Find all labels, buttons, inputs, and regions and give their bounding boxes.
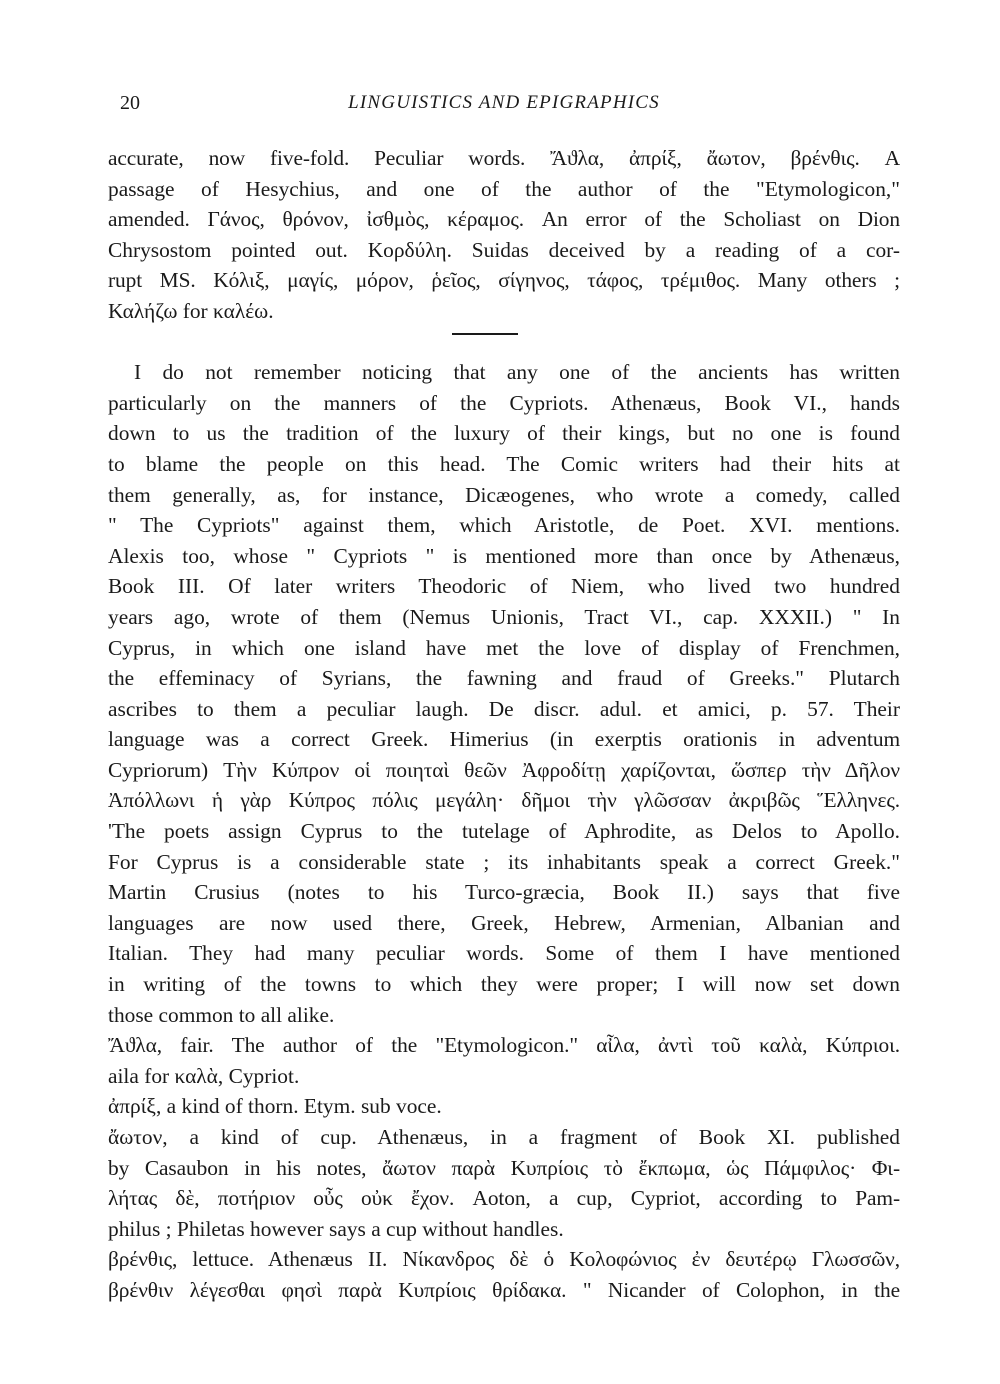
glossary-line: ἄωτον, a kind of cup. Athenæus, in a fragment of Book XI. published xyxy=(108,1125,900,1149)
text-line: Καλήζω for καλέω. xyxy=(108,298,274,323)
text-line: Italian. They had many peculiar words. Some of them I have mentioned xyxy=(108,941,900,966)
running-head: LINGUISTICS AND EPIGRAPHICS xyxy=(348,92,660,113)
text-line: passage of Hesychius, and one of the author of the "Etymologicon," xyxy=(108,176,900,201)
text-line: years ago, wrote of them (Nemus Unionis, Tract VI., cap. XXXII.) " In xyxy=(108,604,900,629)
body-text xyxy=(108,143,900,1306)
glossary-line: by Casaubon in his notes, ἄωτον παρὰ Κυπρίοις τὸ ἔκπωμα, ὡς Πάμφιλος· Φι- xyxy=(108,1155,900,1180)
text-line: to blame the people on this head. The Comic writers had their hits at xyxy=(108,451,900,476)
text-line: Book III. Of later writers Theodoric of Niem, who lived two hundred xyxy=(108,574,900,599)
glossary-line: λήτας δὲ, ποτήριον οὖς οὐκ ἔχον. Aoton, a cup, Cypriot, according to Pam- xyxy=(108,1186,900,1211)
text-line: Alexis too, whose " Cypriots " is mentioned more than once by Athenæus, xyxy=(108,543,900,568)
glossary-line: aila for καλὰ, Cypriot. xyxy=(108,1063,300,1088)
glossary-line: philus ; Philetas however says a cup without handles. xyxy=(108,1216,564,1241)
glossary-line: βρένθις, lettuce. Athenæus II. Νίκανδρος δὲ ὁ Κολοφώνιος ἐν δευτέρῳ Γλωσσῶν, xyxy=(108,1247,900,1272)
text-line: Ἀπόλλωνι ἡ γὰρ Κύπρος πόλις μεγάλη· δῆμοι τὴν γλῶσσαν ἀκριβῶς Ἕλληνες. xyxy=(108,788,900,813)
text-line: rupt MS. Κόλιξ, μαγίς, μόρον, ῥεῖος, σίγηνος, τάφος, τρέμιθος. Many others ; xyxy=(108,268,900,293)
text-line: down to us the tradition of the luxury of their kings, but no one is found xyxy=(108,421,900,446)
text-line: accurate, now five-fold. Peculiar words. Ἄϑλα, ἀπρίξ, ἄωτον, βρένθις. A xyxy=(108,146,900,170)
text-line: Cypriorum) Τὴν Κύπρον οἱ ποιηταὶ θεῶν Ἀφροδίτῃ χαρίζονται, ὥσπερ τὴν Δῆλον xyxy=(108,757,900,782)
section-divider xyxy=(108,327,900,358)
text-line: those common to all alike. xyxy=(108,1002,335,1027)
text-line: particularly on the manners of the Cypriots. Athenæus, Book VI., hands xyxy=(108,390,900,415)
text-line: ascribes to them a peculiar laugh. De discr. adul. et amici, p. 57. Their xyxy=(108,696,900,721)
glossary-line: ἀπρίξ, a kind of thorn. Etym. sub voce. xyxy=(108,1094,442,1119)
text-line: amended. Γάνος, θρόνον, ἰσθμὸς, κέραμος. An error of the Scholiast on Dion xyxy=(108,207,900,232)
text-line: them generally, as, for instance, Dicæogenes, who wrote a comedy, called xyxy=(108,482,900,507)
page-number: 20 xyxy=(120,92,140,114)
divider-rule xyxy=(452,333,518,335)
text-line: language was a correct Greek. Himerius (in exerptis orationis in adventum xyxy=(108,727,900,752)
text-line: Martin Crusius (notes to his Turco-græcia, Book II.) says that five xyxy=(108,880,900,905)
glossary-line: βρένθιν λέγεσθαι φησὶ παρὰ Κυπρίοις θρίδακα. " Nicander of Colophon, in the xyxy=(108,1277,900,1302)
text-line: " The Cypriots" against them, which Aristotle, de Poet. XVI. mentions. xyxy=(108,513,900,538)
text-line: in writing of the towns to which they were proper; I will now set down xyxy=(108,972,900,997)
text-line: languages are now used there, Greek, Hebrew, Armenian, Albanian and xyxy=(108,910,900,935)
glossary-line: Ἄϑλα, fair. The author of the "Etymologicon." αἶλα, ἀντὶ τοῦ καλὰ, Κύπριοι. xyxy=(108,1033,900,1058)
text-line: the effeminacy of Syrians, the fawning and fraud of Greeks." Plutarch xyxy=(108,666,900,691)
text-line: I do not remember noticing that any one of the ancients has written xyxy=(134,360,900,385)
page-header xyxy=(108,92,900,122)
text-line: 'The poets assign Cyprus to the tutelage of Aphrodite, as Delos to Apollo. xyxy=(108,819,900,844)
text-line: Cyprus, in which one island have met the love of display of Frenchmen, xyxy=(108,635,900,660)
text-line: Chrysostom pointed out. Κορδύλη. Suidas deceived by a reading of a cor- xyxy=(108,237,900,262)
text-line: For Cyprus is a considerable state ; its inhabitants speak a correct Greek." xyxy=(108,849,900,874)
